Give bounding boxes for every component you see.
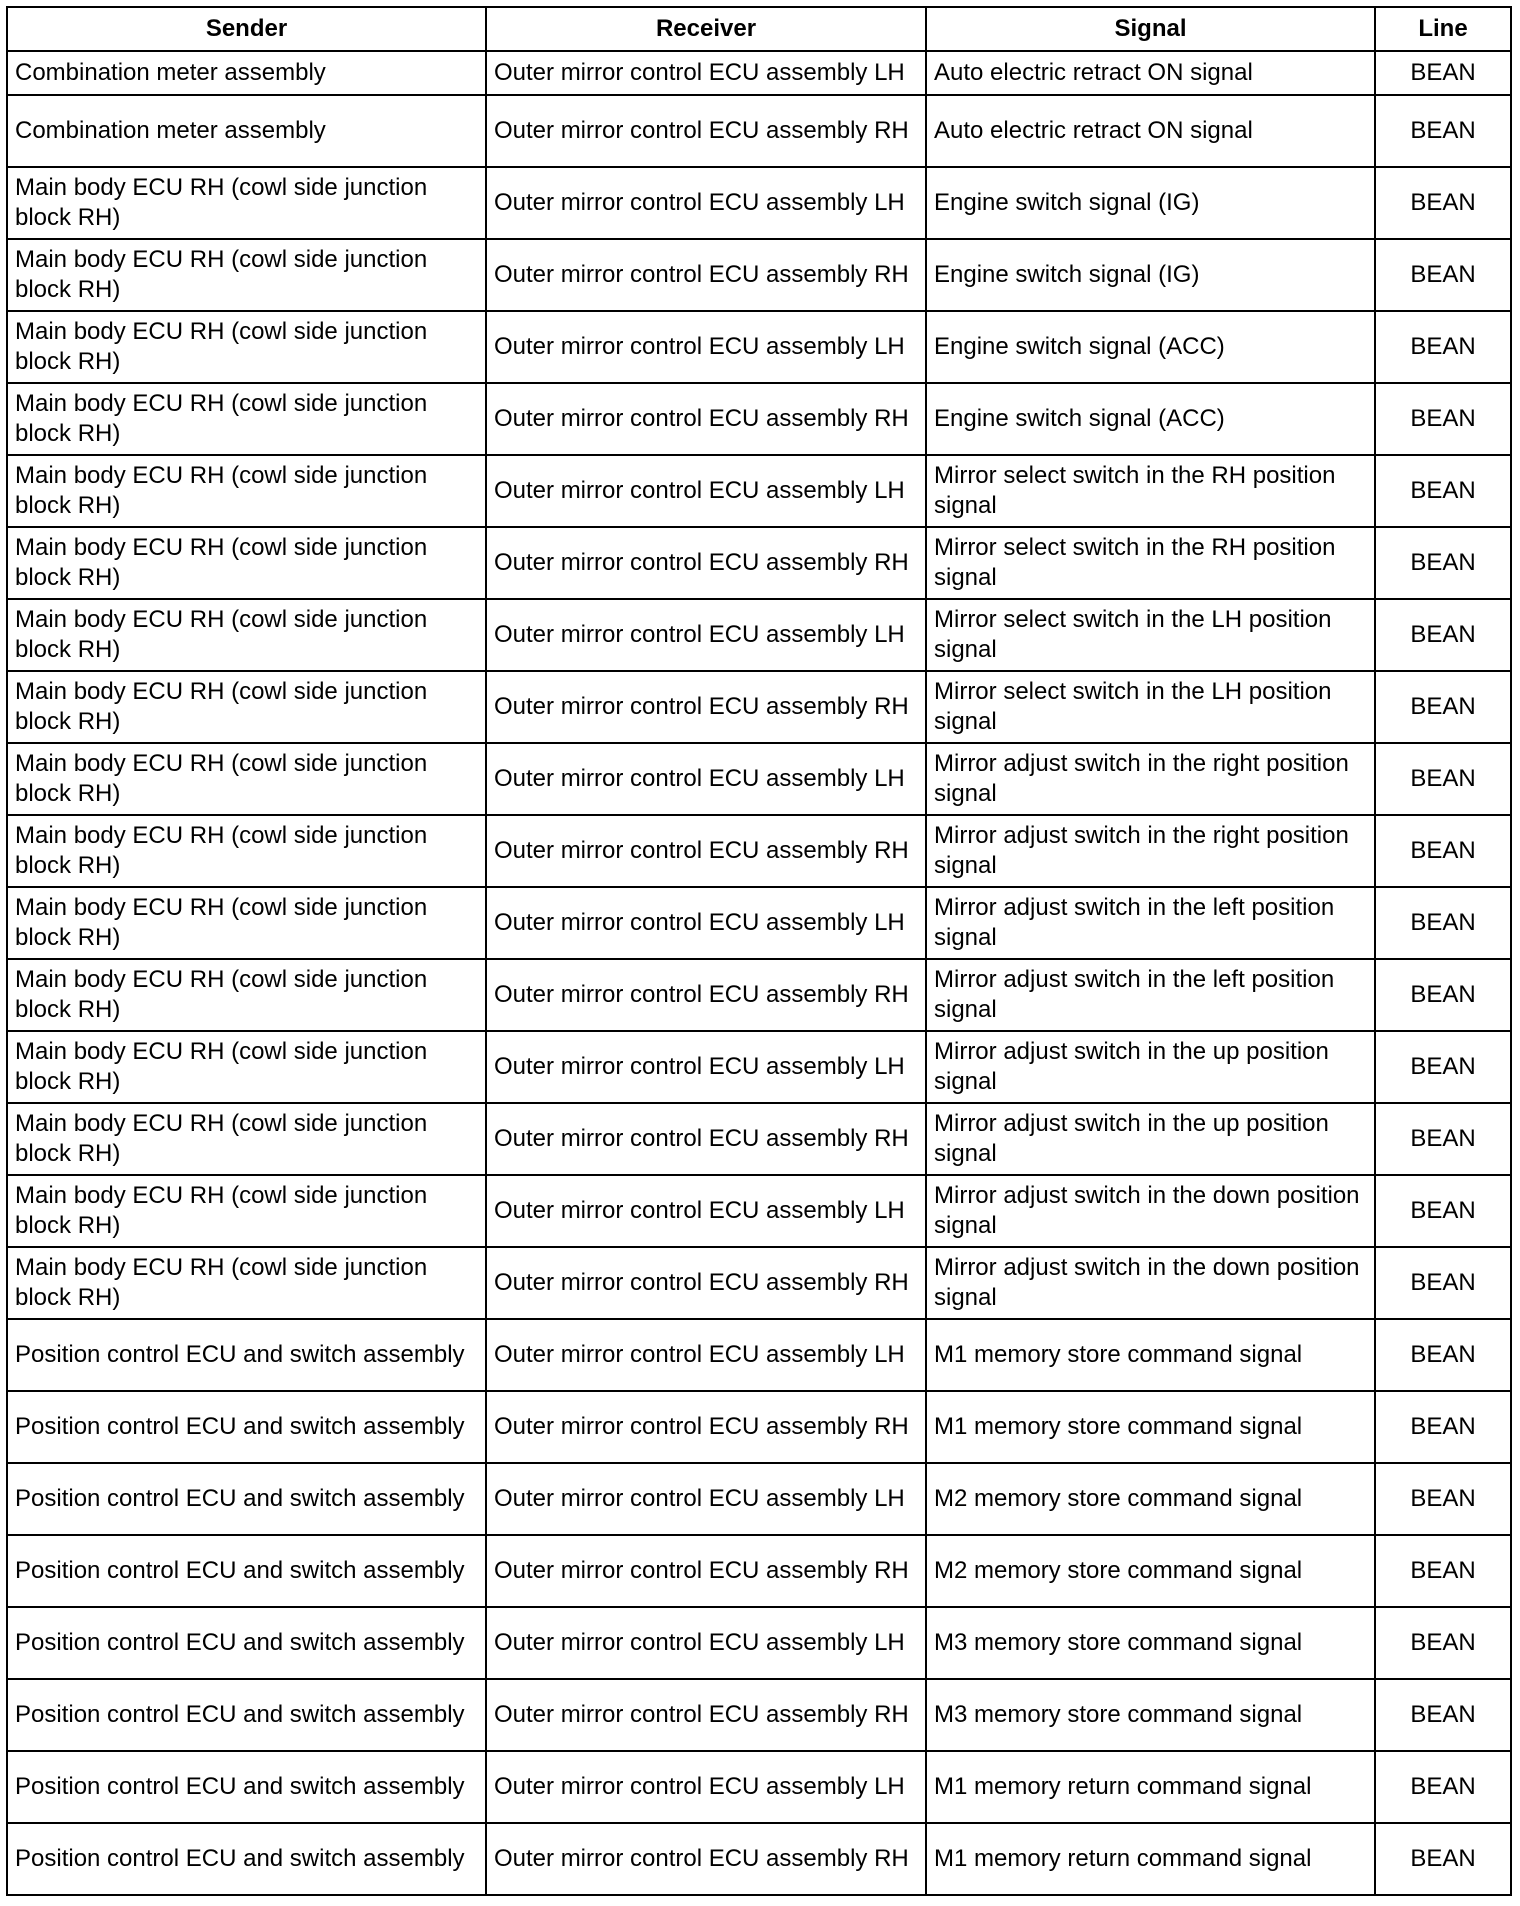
line-cell: BEAN — [1375, 1535, 1511, 1607]
signal-cell: M1 memory store command signal — [926, 1319, 1375, 1391]
sender-cell: Position control ECU and switch assembly — [7, 1751, 486, 1823]
receiver-cell: Outer mirror control ECU assembly RH — [486, 239, 926, 311]
sender-cell: Main body ECU RH (cowl side junction block RH) — [7, 1175, 486, 1247]
line-cell: BEAN — [1375, 815, 1511, 887]
line-cell: BEAN — [1375, 887, 1511, 959]
communication-table — [6, 6, 1512, 1896]
receiver-cell: Outer mirror control ECU assembly LH — [486, 1031, 926, 1103]
sender-cell: Main body ECU RH (cowl side junction block RH) — [7, 743, 486, 815]
sender-cell: Position control ECU and switch assembly — [7, 1463, 486, 1535]
signal-cell: Engine switch signal (IG) — [926, 239, 1375, 311]
table-row — [7, 671, 1511, 743]
column-header-sender: Sender — [7, 7, 486, 51]
sender-cell: Position control ECU and switch assembly — [7, 1823, 486, 1895]
signal-cell: Mirror adjust switch in the left position signal — [926, 887, 1375, 959]
sender-cell: Position control ECU and switch assembly — [7, 1607, 486, 1679]
table-body — [7, 51, 1511, 1895]
table-row — [7, 383, 1511, 455]
signal-cell: M1 memory store command signal — [926, 1391, 1375, 1463]
signal-cell: Auto electric retract ON signal — [926, 95, 1375, 167]
line-cell: BEAN — [1375, 1463, 1511, 1535]
signal-cell: Mirror select switch in the LH position signal — [926, 599, 1375, 671]
line-cell: BEAN — [1375, 743, 1511, 815]
receiver-cell: Outer mirror control ECU assembly RH — [486, 959, 926, 1031]
sender-cell: Combination meter assembly — [7, 51, 486, 95]
signal-cell: Mirror adjust switch in the right position signal — [926, 815, 1375, 887]
line-cell: BEAN — [1375, 311, 1511, 383]
line-cell: BEAN — [1375, 1319, 1511, 1391]
receiver-cell: Outer mirror control ECU assembly RH — [486, 671, 926, 743]
signal-cell: Engine switch signal (IG) — [926, 167, 1375, 239]
line-cell: BEAN — [1375, 1175, 1511, 1247]
line-cell: BEAN — [1375, 1679, 1511, 1751]
line-cell: BEAN — [1375, 95, 1511, 167]
signal-cell: Mirror adjust switch in the down position signal — [926, 1247, 1375, 1319]
table-row — [7, 1751, 1511, 1823]
table-row — [7, 51, 1511, 95]
sender-cell: Combination meter assembly — [7, 95, 486, 167]
table-row — [7, 527, 1511, 599]
table-row — [7, 1247, 1511, 1319]
line-cell: BEAN — [1375, 167, 1511, 239]
signal-cell: Mirror adjust switch in the up position signal — [926, 1103, 1375, 1175]
table-header-row — [7, 7, 1511, 51]
table-row — [7, 167, 1511, 239]
line-cell: BEAN — [1375, 1391, 1511, 1463]
sender-cell: Main body ECU RH (cowl side junction block RH) — [7, 599, 486, 671]
table-row — [7, 1535, 1511, 1607]
receiver-cell: Outer mirror control ECU assembly LH — [486, 455, 926, 527]
sender-cell: Main body ECU RH (cowl side junction block RH) — [7, 311, 486, 383]
receiver-cell: Outer mirror control ECU assembly RH — [486, 1679, 926, 1751]
sender-cell: Main body ECU RH (cowl side junction block RH) — [7, 1247, 486, 1319]
sender-cell: Main body ECU RH (cowl side junction block RH) — [7, 239, 486, 311]
receiver-cell: Outer mirror control ECU assembly LH — [486, 167, 926, 239]
receiver-cell: Outer mirror control ECU assembly RH — [486, 383, 926, 455]
receiver-cell: Outer mirror control ECU assembly LH — [486, 51, 926, 95]
line-cell: BEAN — [1375, 959, 1511, 1031]
line-cell: BEAN — [1375, 1103, 1511, 1175]
sender-cell: Main body ECU RH (cowl side junction block RH) — [7, 455, 486, 527]
table-row — [7, 95, 1511, 167]
column-header-receiver: Receiver — [486, 7, 926, 51]
signal-cell: M3 memory store command signal — [926, 1607, 1375, 1679]
signal-cell: Mirror adjust switch in the up position signal — [926, 1031, 1375, 1103]
column-header-line: Line — [1375, 7, 1511, 51]
signal-cell: Engine switch signal (ACC) — [926, 383, 1375, 455]
line-cell: BEAN — [1375, 671, 1511, 743]
sender-cell: Main body ECU RH (cowl side junction block RH) — [7, 959, 486, 1031]
line-cell: BEAN — [1375, 383, 1511, 455]
table-row — [7, 1679, 1511, 1751]
sender-cell: Main body ECU RH (cowl side junction block RH) — [7, 167, 486, 239]
sender-cell: Main body ECU RH (cowl side junction block RH) — [7, 527, 486, 599]
table-row — [7, 1319, 1511, 1391]
line-cell: BEAN — [1375, 1607, 1511, 1679]
sender-cell: Position control ECU and switch assembly — [7, 1391, 486, 1463]
table-row — [7, 599, 1511, 671]
signal-cell: Mirror select switch in the RH position signal — [926, 455, 1375, 527]
line-cell: BEAN — [1375, 1823, 1511, 1895]
receiver-cell: Outer mirror control ECU assembly RH — [486, 1103, 926, 1175]
receiver-cell: Outer mirror control ECU assembly LH — [486, 1751, 926, 1823]
sender-cell: Main body ECU RH (cowl side junction block RH) — [7, 671, 486, 743]
table-row — [7, 1103, 1511, 1175]
receiver-cell: Outer mirror control ECU assembly LH — [486, 743, 926, 815]
signal-cell: M1 memory return command signal — [926, 1823, 1375, 1895]
signal-cell: M2 memory store command signal — [926, 1535, 1375, 1607]
table-row — [7, 743, 1511, 815]
line-cell: BEAN — [1375, 527, 1511, 599]
table-row — [7, 239, 1511, 311]
sender-cell: Main body ECU RH (cowl side junction block RH) — [7, 1103, 486, 1175]
signal-cell: Mirror select switch in the LH position signal — [926, 671, 1375, 743]
receiver-cell: Outer mirror control ECU assembly LH — [486, 887, 926, 959]
sender-cell: Position control ECU and switch assembly — [7, 1319, 486, 1391]
receiver-cell: Outer mirror control ECU assembly LH — [486, 1175, 926, 1247]
table-row — [7, 887, 1511, 959]
receiver-cell: Outer mirror control ECU assembly LH — [486, 1463, 926, 1535]
receiver-cell: Outer mirror control ECU assembly RH — [486, 527, 926, 599]
table-row — [7, 1391, 1511, 1463]
table-row — [7, 815, 1511, 887]
receiver-cell: Outer mirror control ECU assembly RH — [486, 1247, 926, 1319]
receiver-cell: Outer mirror control ECU assembly RH — [486, 1823, 926, 1895]
table-row — [7, 1463, 1511, 1535]
receiver-cell: Outer mirror control ECU assembly LH — [486, 311, 926, 383]
line-cell: BEAN — [1375, 239, 1511, 311]
sender-cell: Main body ECU RH (cowl side junction block RH) — [7, 887, 486, 959]
signal-cell: Mirror adjust switch in the right position signal — [926, 743, 1375, 815]
sender-cell: Main body ECU RH (cowl side junction block RH) — [7, 815, 486, 887]
signal-cell: M1 memory return command signal — [926, 1751, 1375, 1823]
line-cell: BEAN — [1375, 1031, 1511, 1103]
table-row — [7, 311, 1511, 383]
signal-cell: Mirror select switch in the RH position signal — [926, 527, 1375, 599]
receiver-cell: Outer mirror control ECU assembly RH — [486, 1535, 926, 1607]
table-row — [7, 1607, 1511, 1679]
receiver-cell: Outer mirror control ECU assembly LH — [486, 599, 926, 671]
communication-table-sheet — [6, 6, 1510, 1896]
receiver-cell: Outer mirror control ECU assembly RH — [486, 1391, 926, 1463]
sender-cell: Position control ECU and switch assembly — [7, 1679, 486, 1751]
sender-cell: Main body ECU RH (cowl side junction block RH) — [7, 1031, 486, 1103]
signal-cell: Engine switch signal (ACC) — [926, 311, 1375, 383]
receiver-cell: Outer mirror control ECU assembly LH — [486, 1607, 926, 1679]
line-cell: BEAN — [1375, 455, 1511, 527]
line-cell: BEAN — [1375, 1751, 1511, 1823]
receiver-cell: Outer mirror control ECU assembly RH — [486, 95, 926, 167]
receiver-cell: Outer mirror control ECU assembly LH — [486, 1319, 926, 1391]
line-cell: BEAN — [1375, 1247, 1511, 1319]
table-row — [7, 1031, 1511, 1103]
signal-cell: M3 memory store command signal — [926, 1679, 1375, 1751]
signal-cell: Mirror adjust switch in the down position signal — [926, 1175, 1375, 1247]
sender-cell: Main body ECU RH (cowl side junction block RH) — [7, 383, 486, 455]
signal-cell: M2 memory store command signal — [926, 1463, 1375, 1535]
line-cell: BEAN — [1375, 51, 1511, 95]
table-row — [7, 959, 1511, 1031]
table-row — [7, 455, 1511, 527]
receiver-cell: Outer mirror control ECU assembly RH — [486, 815, 926, 887]
column-header-signal: Signal — [926, 7, 1375, 51]
table-row — [7, 1823, 1511, 1895]
signal-cell: Auto electric retract ON signal — [926, 51, 1375, 95]
line-cell: BEAN — [1375, 599, 1511, 671]
signal-cell: Mirror adjust switch in the left position signal — [926, 959, 1375, 1031]
table-row — [7, 1175, 1511, 1247]
sender-cell: Position control ECU and switch assembly — [7, 1535, 486, 1607]
